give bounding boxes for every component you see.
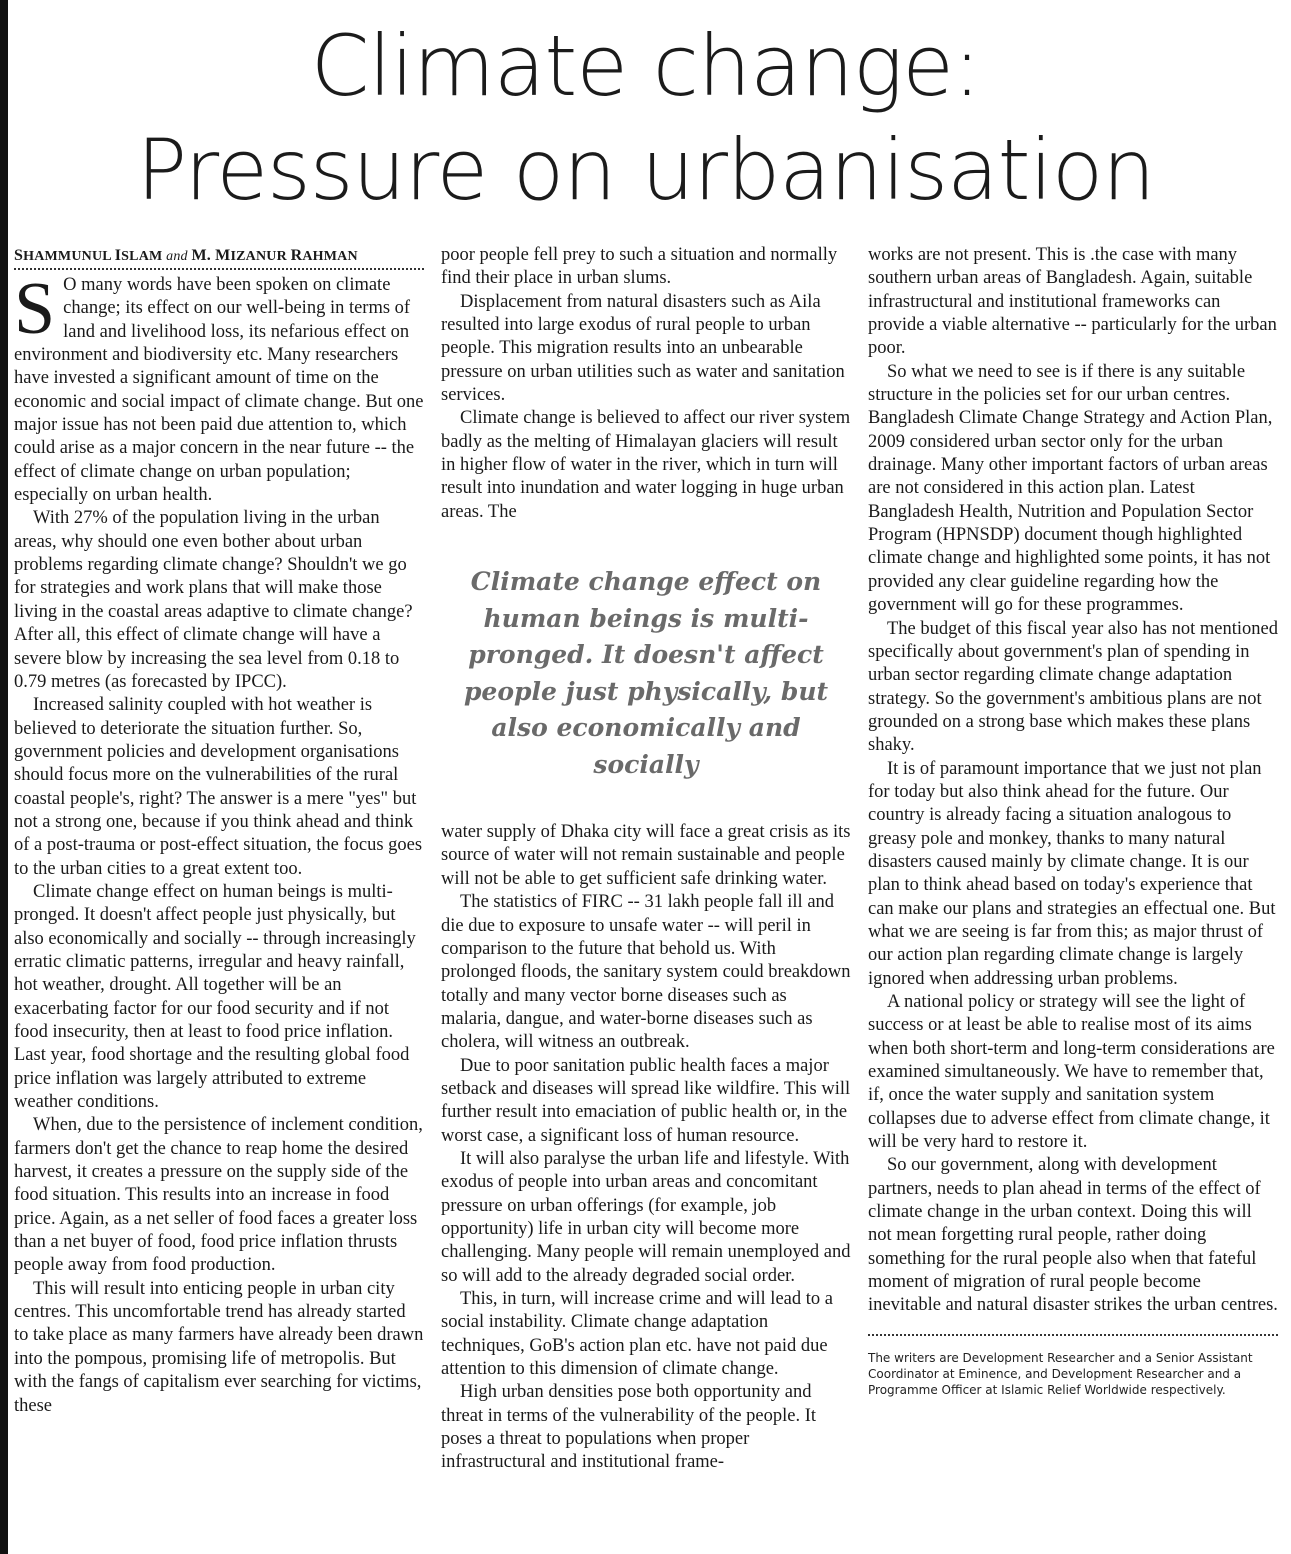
paragraph-6: This will result into enticing people in urban city centres. This uncomfortable trend has already started to take place as many farmers have already been drawn into the pompous, promising life of metropolis. But with the fangs of capitalism ever searching for victims, these	[14, 1278, 424, 1416]
paragraph-9: Climate change is believed to affect our river system badly as the melting of Himalayan glaciers will result in higher flow of water in the river, which in turn will result into inundation and water logging in huge urban areas. The	[441, 408, 851, 522]
headline-line-1: Climate change:	[310, 17, 981, 115]
headline-line-2: Pressure on urbanisation	[136, 121, 1155, 219]
byline-author2-rest2: AHMAN	[302, 249, 358, 264]
byline-author1-initial1: S	[14, 247, 24, 264]
paragraph-2: With 27% of the population living in the urban areas, why should one even bother about urban problems regarding climate change? Shouldn't we go for strategies and work plans that will make those living in the coastal areas adaptive to climate change? After all, this effect of climate change will have a severe blow by increasing the sea level from 0.18 to 0.79 metres (as forecasted by IPCC).	[14, 508, 413, 692]
paragraph-8: Displacement from natural disasters such as Aila resulted into large exodus of rural people to urban people. This migration results into an unbearable pressure on urban utilities such as water and sanitation services.	[441, 291, 845, 406]
dropcap: S	[14, 268, 56, 350]
paragraph-21: So our government, along with development partners, needs to plan ahead in terms of the effect of climate change in the urban context. Doing this will not mean forgetting rural people, rather doing something for the rural people also when that fateful moment of migration of rural people become inevitable and natural disaster strikes the urban centres.	[868, 1155, 1278, 1316]
paragraph-1-text: O many words have been spoken on climate change; its effect on our well-being in terms of land and livelihood loss, its nefarious effect on environment and biodiversity etc. Many researchers have invested a significant amount of time on the economic and social impact of climate change. But one major issue has not been paid due attention to, which could arise as a major concern in the near future -- the effect of climate change on urban population; especially on urban health.	[14, 275, 424, 506]
paragraph-10: water supply of Dhaka city will face a great crisis as its source of water will not remain sustainable and people will not be able to get sufficient safe drinking water.	[441, 822, 851, 889]
paragraph-17: So what we need to see is if there is any suitable structure in the policies set for our urban centres. Bangladesh Climate Change Strategy and Action Plan, 2009 considered urban sector only for the urban drainage. Many other important factors of urban areas are not considered in this action plan. Latest Bangladesh Health, Nutrition and Population Sector Program (HPNSDP) document though highlighted climate change and highlighted some points, it has not provided any clear guideline regarding how the government will go for these programmes.	[868, 361, 1273, 616]
paragraph-13: It will also paralyse the urban life and lifestyle. With exodus of people into urban areas and concomitant pressure on urban offerings (for example, job opportunity) life in urban city will become more challenging. Many people will remain unemployed and so will add to the already degraded social order.	[441, 1148, 851, 1286]
byline-author1-initial2: I	[114, 247, 122, 264]
paragraph-19: It is of paramount importance that we just not plan for today but also think ahead for the future. Our country is already facing a situation analogous to greasy pole and monkey, thanks to many natural disasters caused mainly by climate change. It is our plan to think ahead based on today's experience that can make our plans and strategies an effectual one. But what we are seeing is far from this; as major thrust of our action plan regarding climate change is largely ignored when addressing urban problems.	[868, 758, 1276, 989]
paragraph-12: Due to poor sanitation public health faces a major setback and diseases will spread like wildfire. This will further result into emaciation of public health or, in the worst case, a significant loss of human resource.	[441, 1055, 851, 1146]
paragraph-7: poor people fell prey to such a situation and normally find their place in urban slums.	[441, 245, 838, 289]
byline-author2-rest1: IZANUR	[230, 249, 291, 264]
column-2	[441, 244, 851, 1475]
footnote-separator	[868, 1334, 1278, 1336]
paragraph-15: High urban densities pose both opportunity and threat in terms of the vulnerability of the people. It poses a threat to populations when proper infrastructural and institutional frame-	[441, 1382, 817, 1473]
paragraph-16: works are not present. This is .the case with many southern urban areas of Bangladesh. Again, suitable infrastructural and institutional frameworks can provide a viable alternative -- particularly for the urban poor.	[868, 245, 1277, 359]
author-footnote: The writers are Development Researcher and a Senior Assistant Coordinator at Eminence, and Development Researcher and a Programme Officer at Islamic Relief Worldwide respectively.	[868, 1350, 1253, 1397]
paragraph-1	[14, 268, 424, 507]
column-3	[868, 244, 1278, 1398]
paragraph-11: The statistics of FIRC -- 31 lakh people fall ill and die due to exposure to unsafe water -- will peril in comparison to the future that behold us. With prolonged floods, the sanitary system could breakdown totally and many vector borne diseases such as malaria, dangue, and water-borne diseases such as cholera, will witness an outbreak.	[441, 892, 851, 1053]
byline-author2-initial2: R	[290, 247, 303, 264]
paragraph-18: The budget of this fiscal year also has not mentioned specifically about government's plan of spending in urban sector regarding climate change adaptation strategy. So the government's ambitious plans are not grounded on a strong base which makes these plans shaky.	[868, 618, 1278, 756]
paragraph-20: A national policy or strategy will see the light of success or at least be able to realise most of its aims when both short-term and long-term considerations are examined simultaneously. We have to remember that, if, once the water supply and sanitation system collapses due to adverse effect from climate change, it will be very hard to restore it.	[868, 992, 1275, 1153]
paragraph-4: Climate change effect on human beings is multi-pronged. It doesn't affect people just physically, but also economically and socially -- through increasingly erratic climatic patterns, irregular and heavy rainfall, hot weather, drought. All together will be an exacerbating factor for our food security and if not food insecurity, then at least to food price inflation. Last year, food shortage and the resulting global food price inflation was largely attributed to extreme weather conditions.	[14, 881, 416, 1113]
paragraph-14: This, in turn, will increase crime and will lead to a social instability. Climate change adaptation techniques, GoB's action plan etc. have not paid due attention to this dimension of climate change.	[441, 1289, 833, 1380]
byline-author1-rest1: HAMMUNUL	[23, 249, 115, 264]
headline	[0, 14, 1291, 222]
byline-author2-initial1: M. M	[191, 247, 231, 264]
pull-quote: Climate change effect on human beings is multi-pronged. It doesn't affect people just physically, but also economically and socially	[463, 567, 829, 779]
left-edge-bar	[0, 0, 8, 1554]
paragraph-3: Increased salinity coupled with hot weather is believed to deteriorate the situation further. So, government policies and development organisations should focus more on the vulnerabilities of the rural coastal people's, right? The answer is a mere "yes" but not a strong one, because if you think ahead and think of a post-trauma or post-effect situation, the focus goes to the urban cities to a great extent too.	[14, 695, 423, 879]
byline-author1-rest2: SLAM	[121, 249, 163, 264]
column-1	[14, 244, 424, 1418]
paragraph-5: When, due to the persistence of inclement condition, farmers don't get the chance to reap home the desired harvest, it creates a pressure on the supply side of the food situation. This results into an increase in food price. Again, as a net seller of food faces a greater loss than a net buyer of food, food price inflation thrusts people away from food production.	[14, 1115, 423, 1276]
byline	[14, 244, 424, 270]
byline-conjunction: and	[166, 249, 188, 264]
